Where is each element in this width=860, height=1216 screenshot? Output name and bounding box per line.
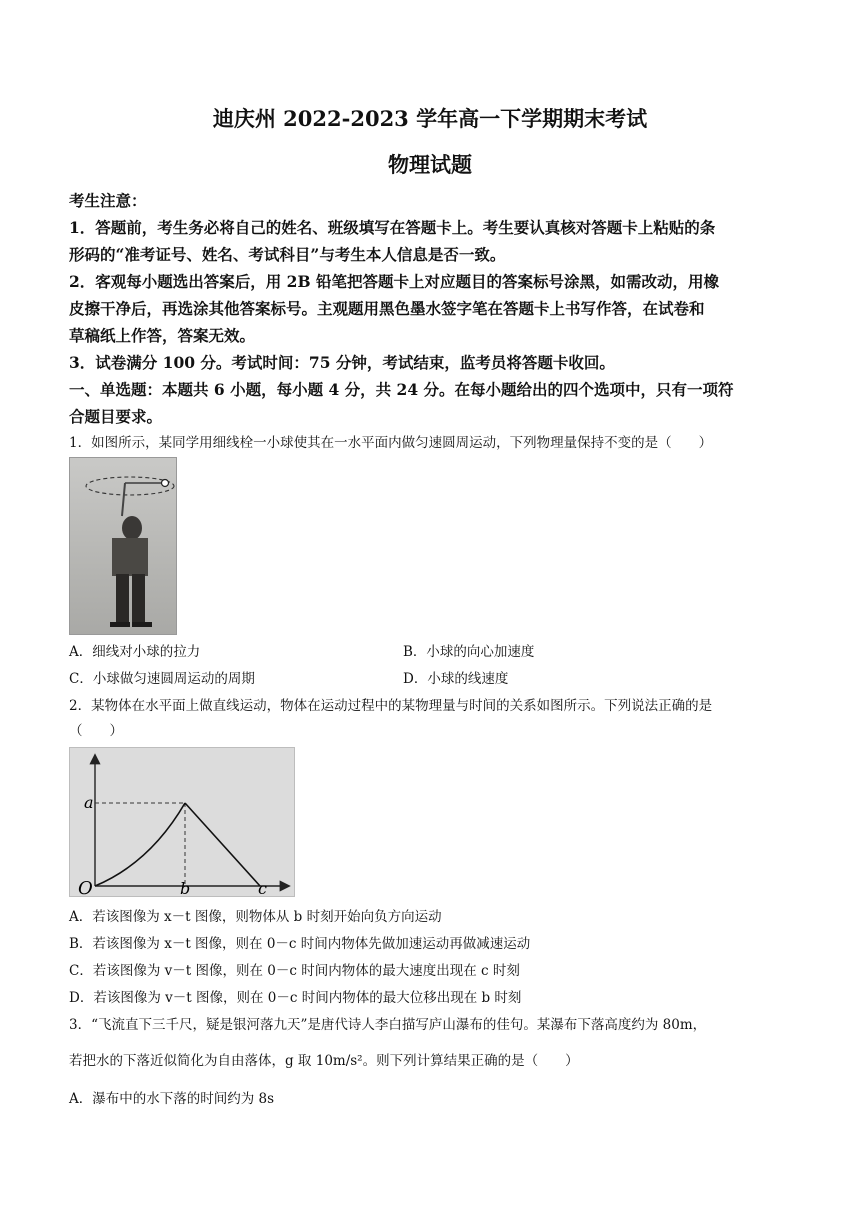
exam-title: 迪庆州 2022-2023 学年高一下学期期末考试 (212, 106, 648, 131)
question-2-stem: 2．某物体在水平面上做直线运动，物体在运动过程中的某物理量与时间的关系如图所示。下列说法正确的是 (69, 698, 713, 714)
notice-heading: 考生注意： (69, 191, 147, 210)
rising-curve (95, 803, 185, 886)
notice-line: 2．客观每小题选出答案后，用 2B 铅笔把答题卡上对应题目的答案标号涂黑，如需改动，用橡 (69, 272, 719, 291)
circular-motion-illustration (70, 458, 176, 634)
label-b: b (180, 879, 191, 896)
question-2-option-a: A．若该图像为 x－t 图像，则物体从 b 时刻开始向负方向运动 (69, 909, 442, 925)
notice-line: 皮擦干净后，再选涂其他答案标号。主观题用黑色墨水签字笔在答题卡上书写作答，在试卷和 (69, 299, 705, 318)
question-2-stem-cont: （ ） (69, 723, 123, 739)
question-3-stem-cont: 若把水的下落近似简化为自由落体，g 取 10m/s²。则下列计算结果正确的是（ ） (69, 1053, 579, 1069)
question-2-option-b: B．若该图像为 x－t 图像，则在 0－c 时间内物体先做加速运动再做减速运动 (69, 936, 531, 952)
question-1-option-a: A．细线对小球的拉力 (69, 644, 201, 660)
label-c: c (258, 879, 267, 896)
motion-graph-svg (70, 748, 294, 896)
question-1-stem: 1．如图所示，某同学用细线栓一小球使其在一水平面内做匀速圆周运动，下列物理量保持不变的是（ ） (69, 435, 713, 451)
label-origin: O (78, 878, 93, 896)
circular-motion-photo (69, 457, 177, 635)
question-1-option-c: C．小球做匀速圆周运动的周期 (69, 671, 255, 687)
question-3-option-a: A．瀑布中的水下落的时间约为 8s (69, 1091, 275, 1107)
label-a: a (84, 793, 94, 812)
falling-line (185, 803, 260, 886)
question-1-option-b: B．小球的向心加速度 (403, 644, 535, 660)
question-2-option-d: D．若该图像为 v－t 图像，则在 0－c 时间内物体的最大位移出现在 b 时刻 (69, 990, 522, 1006)
exam-subtitle: 物理试题 (388, 152, 472, 177)
notice-line: 形码的“准考证号、姓名、考试科目”与考生本人信息是否一致。 (69, 245, 506, 264)
question-2-option-c: C．若该图像为 v－t 图像，则在 0－c 时间内物体的最大速度出现在 c 时刻 (69, 963, 520, 979)
question-1-option-d: D．小球的线速度 (403, 671, 509, 687)
notice-line: 草稿纸上作答，答案无效。 (69, 326, 256, 345)
section-heading: 一、单选题：本题共 6 小题，每小题 4 分，共 24 分。在每小题给出的四个选项中，只有一项符 (69, 380, 734, 399)
question-3-stem: 3．“飞流直下三千尺，疑是银河落九天”是唐代诗人李白描写庐山瀑布的佳句。某瀑布下落高度约为 80m， (69, 1017, 707, 1033)
motion-graph (69, 747, 295, 897)
notice-line: 1．答题前，考生务必将自己的姓名、班级填写在答题卡上。考生要认真核对答题卡上粘贴的条 (69, 218, 716, 237)
notice-line: 3．试卷满分 100 分。考试时间：75 分钟，考试结束，监考员将答题卡收回。 (69, 353, 615, 372)
section-heading-cont: 合题目要求。 (69, 407, 163, 426)
